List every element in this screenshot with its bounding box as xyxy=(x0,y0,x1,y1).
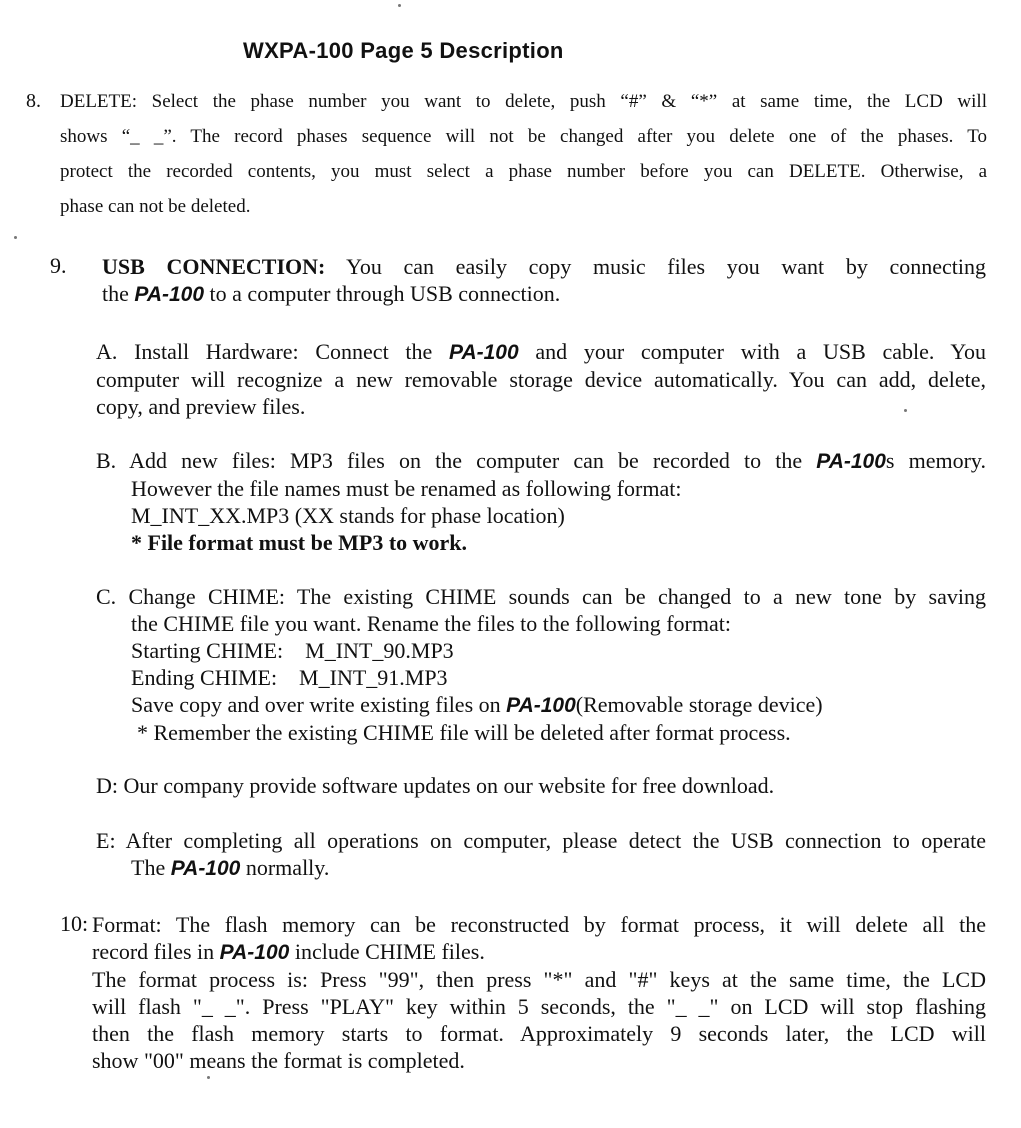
section-10-line-3: The format process is: Press "99", then press "*" and "#" keys at the same time, the LCD xyxy=(92,967,986,992)
subsection-a-line-1: A. Install Hardware: Connect the PA-100 and your computer with a USB cable. You xyxy=(96,339,987,364)
subsection-c-starting-chime: Starting CHIME: M_INT_90.MP3 xyxy=(131,638,454,663)
section-10-number: 10: xyxy=(60,911,89,936)
section-9-line-1: USB CONNECTION: You can easily copy music files you want by connecting xyxy=(102,254,986,279)
section-8-line-1: DELETE: Select the phase number you want to delete, push “#” & “*” at same time, the LCD will xyxy=(60,91,987,112)
section-8-line-3: protect the recorded contents, you must select a phase number before you can DELETE. Otherwise, a xyxy=(60,161,987,182)
subsection-b-line-2: However the file names must be renamed as following format: xyxy=(131,476,682,501)
section-8-line-4: phase can not be deleted. xyxy=(60,196,251,217)
product-name: PA-100 xyxy=(506,694,576,717)
section-8-line-2: shows “_ _”. The record phases sequence will not be changed after you delete one of the phases. To xyxy=(60,126,987,147)
section-8-number: 8. xyxy=(26,90,41,112)
section-9-line-2: the PA-100 to a computer through USB connection. xyxy=(102,281,561,306)
section-10-line-4: will flash "_ _". Press "PLAY" key within 5 seconds, the "_ _" on LCD will stop flashing xyxy=(92,994,986,1019)
product-name: PA-100 xyxy=(170,857,241,880)
subsection-e-usb-detect xyxy=(96,827,986,882)
subsection-b-line-1: B. Add new files: MP3 files on the computer can be recorded to the PA-100s memory. xyxy=(96,448,986,473)
subsection-c-line-2: the CHIME file you want. Rename the files to the following format: xyxy=(131,611,731,636)
subsection-e-line-2: The PA-100 normally. xyxy=(131,855,330,880)
scan-speck xyxy=(904,409,907,412)
section-10-format xyxy=(92,911,986,1074)
section-10-line-1: Format: The flash memory can be reconstructed by format process, it will delete all the xyxy=(92,912,986,937)
subsection-a-install-hardware xyxy=(96,338,986,420)
subsection-b-add-new-files xyxy=(96,447,986,556)
section-9-number: 9. xyxy=(50,253,67,278)
section-9-usb-connection xyxy=(102,253,986,308)
subsection-b-line-3: M_INT_XX.MP3 (XX stands for phase location) xyxy=(131,503,565,528)
section-10-line-6: show "00" means the format is completed. xyxy=(92,1048,465,1073)
scan-speck xyxy=(14,236,17,239)
product-name: PA-100 xyxy=(449,341,519,364)
subsection-b-note: * File format must be MP3 to work. xyxy=(131,530,468,555)
product-name: PA-100 xyxy=(219,941,290,964)
section-8-delete xyxy=(60,84,987,224)
product-name: PA-100 xyxy=(816,450,886,473)
subsection-c-line-1: C. Change CHIME: The existing CHIME sounds can be changed to a new tone by saving xyxy=(96,584,986,609)
subsection-a-line-3: copy, and preview files. xyxy=(96,394,306,419)
section-10-line-2: record files in PA-100 include CHIME files. xyxy=(92,939,485,964)
subsection-a-line-2: computer will recognize a new removable storage device automatically. You can add, delete, xyxy=(96,367,986,392)
subsection-c-note: * Remember the existing CHIME file will be deleted after format process. xyxy=(137,720,791,745)
product-name: PA-100 xyxy=(134,283,205,306)
subsection-e-line-1: E: After completing all operations on computer, please detect the USB connection to operate xyxy=(96,828,986,853)
subsection-c-change-chime xyxy=(96,583,986,746)
subsection-c-line-5: Save copy and over write existing files on PA-100(Removable storage device) xyxy=(131,692,823,717)
subsection-d-software-updates xyxy=(96,772,986,799)
scan-speck xyxy=(207,1076,210,1079)
page-title: WXPA-100 Page 5 Description xyxy=(243,38,564,63)
section-10-line-5: then the flash memory starts to format. Approximately 9 seconds later, the LCD will xyxy=(92,1021,986,1046)
section-9-heading: USB CONNECTION: xyxy=(102,254,326,279)
subsection-c-ending-chime: Ending CHIME: M_INT_91.MP3 xyxy=(131,665,448,690)
scan-speck xyxy=(398,4,401,7)
subsection-d-line-1: D: Our company provide software updates on our website for free download. xyxy=(96,773,775,798)
